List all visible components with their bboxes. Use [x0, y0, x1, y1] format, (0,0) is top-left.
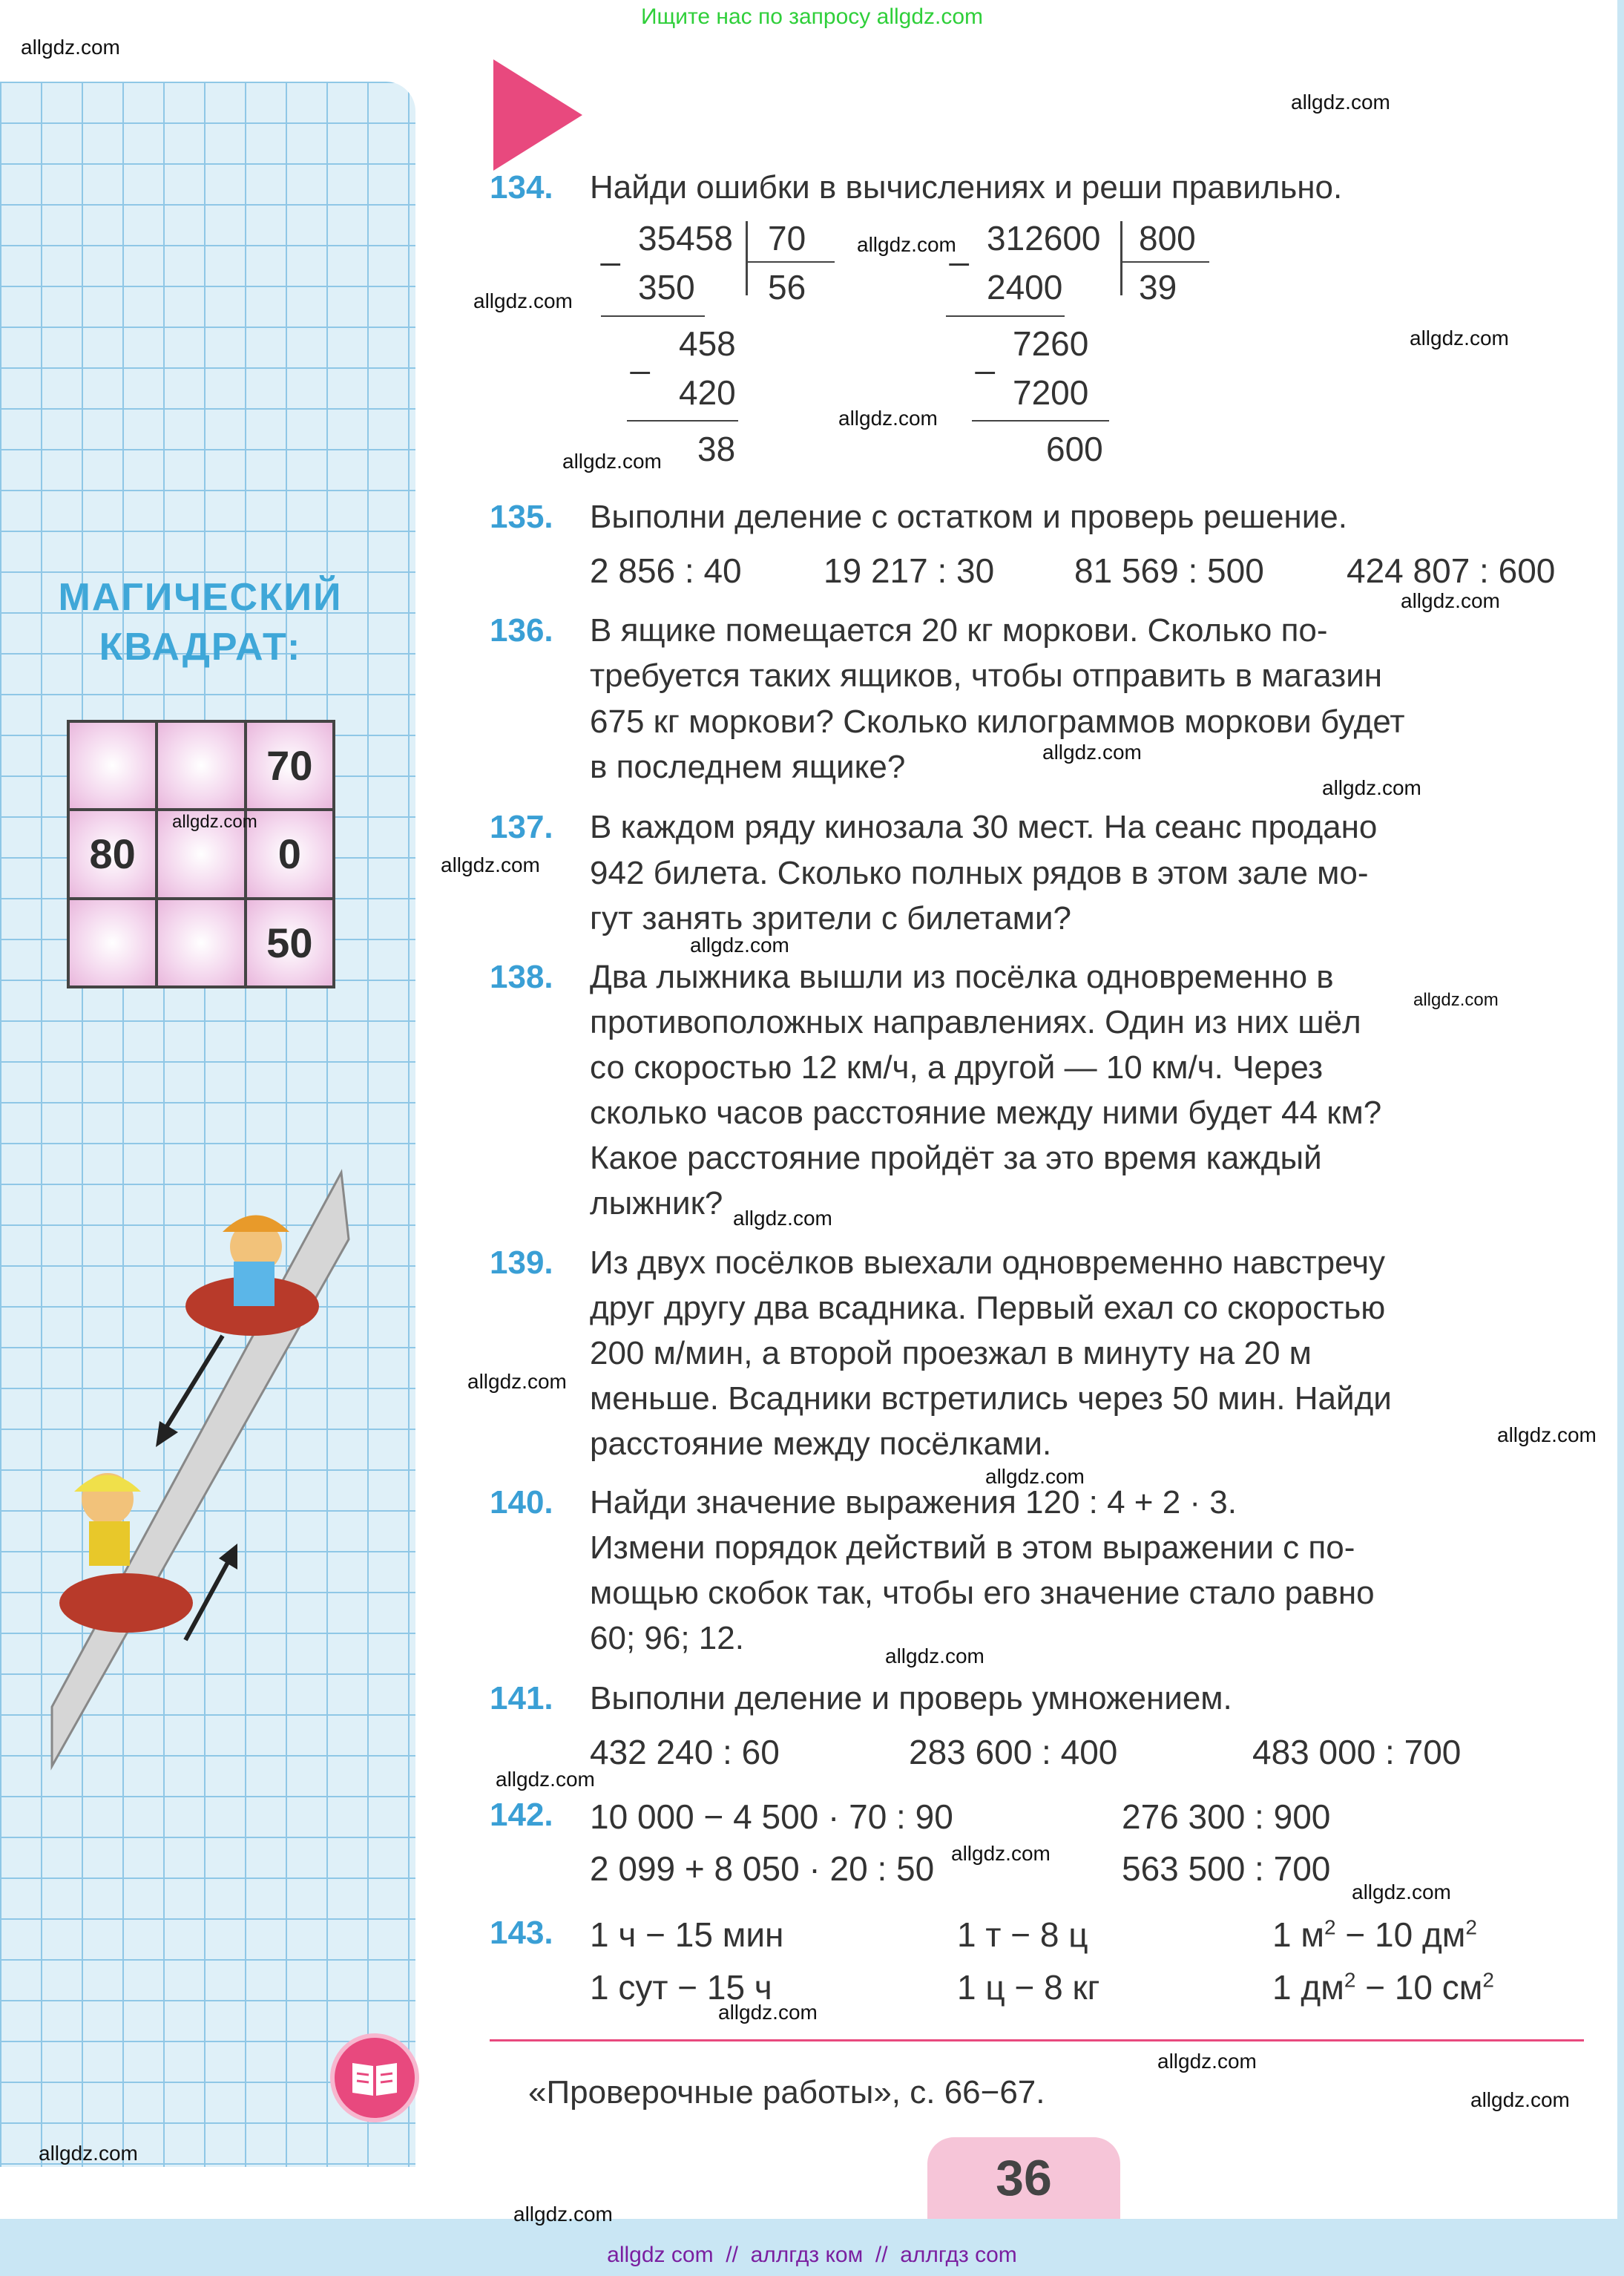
horse-riders-illustration [0, 0, 415, 1781]
text-line: лыжник? [590, 1185, 723, 1221]
calc1-dividend: 35458 [638, 219, 733, 258]
expr-part: − 10 дм [1335, 1915, 1466, 1954]
expr-exp: 2 [1465, 1915, 1477, 1939]
watermark: allgdz.com [1410, 327, 1509, 350]
task-number: 140. [490, 1484, 553, 1521]
expr: 2 099 + 8 050 · 20 : 50 [590, 1849, 935, 1888]
calc1-quotient: 56 [768, 268, 806, 306]
calc1-divider [746, 221, 748, 295]
watermark: allgdz.com [562, 450, 662, 473]
calc2-sub2: 7260 [1013, 324, 1089, 363]
text-line: требуется таких ящиков, чтобы отправить в магазин [590, 657, 1383, 694]
watermark: allgdz.com [1157, 2050, 1257, 2073]
calc2-line1 [946, 315, 1065, 317]
task-number: 141. [490, 1680, 553, 1716]
task-number: 139. [490, 1244, 553, 1281]
task-138 [490, 959, 553, 996]
calc1-line2 [627, 420, 738, 422]
text-line: мощью скобок так, чтобы его значение стало равно [590, 1575, 1375, 1611]
text-line: 942 билета. Сколько полных рядов в этом зале мо- [590, 855, 1369, 891]
expr: 563 500 : 700 [1122, 1849, 1331, 1888]
magic-cell: 50 [247, 900, 332, 985]
task-134 [490, 169, 553, 206]
calc1-sub2: 458 [679, 324, 736, 363]
expr: 1 т − 8 ц [957, 1915, 1088, 1954]
section-marker-triangle [493, 59, 582, 171]
watermark: allgdz.com [1352, 1880, 1451, 1903]
expr-part: 1 м [1272, 1915, 1324, 1954]
magic-square-title-1: МАГИЧЕСКИЙ [58, 576, 343, 619]
watermark: allgdz.com [951, 1842, 1051, 1865]
expr: 283 600 : 400 [909, 1733, 1118, 1771]
watermark: allgdz.com [885, 1644, 984, 1667]
calc1-quot-line [746, 261, 835, 263]
expr-part: 1 дм [1272, 1968, 1344, 2007]
open-book-icon [335, 2038, 415, 2118]
magic-cell: 0 [247, 811, 332, 896]
task-143 [490, 1915, 553, 1952]
task-134-text: Найди ошибки в вычислениях и реши правильно. [590, 169, 1343, 206]
watermark: allgdz.com [1322, 776, 1421, 799]
text-line: друг другу два всадника. Первый ехал со скоростью [590, 1290, 1386, 1326]
expr: 10 000 − 4 500 · 70 : 90 [590, 1797, 953, 1836]
text-line: Из двух посёлков выехали одновременно навстречу [590, 1244, 1386, 1281]
expr: 81 569 : 500 [1074, 551, 1264, 590]
calc1-line1 [601, 315, 705, 317]
expr: 424 807 : 600 [1347, 551, 1556, 590]
watermark: allgdz.com [985, 1465, 1085, 1488]
expr-exp: 2 [1482, 1968, 1494, 1992]
task-number: 138. [490, 959, 553, 995]
text-line: расстояние между посёлками. [590, 1426, 1052, 1462]
calc2-sub3: 7200 [1013, 373, 1089, 412]
watermark: allgdz.com [467, 1370, 567, 1393]
text-line: меньше. Всадники встретились через 50 мин. Найди [590, 1380, 1392, 1417]
calc1-divisor: 70 [768, 219, 806, 258]
calc2-quot-line [1120, 261, 1209, 263]
task-number: 134. [490, 169, 553, 206]
task-141-text: Выполни деление и проверь умножением. [590, 1680, 1232, 1716]
text-line: Два лыжника вышли из посёлка одновременно в [590, 959, 1334, 995]
text-line: Измени порядок действий в этом выражении с по- [590, 1529, 1355, 1566]
watermark: allgdz.com [1413, 990, 1499, 1010]
calc2-line2 [972, 420, 1109, 422]
expr: 276 300 : 900 [1122, 1797, 1331, 1836]
task-139 [490, 1244, 553, 1282]
watermark: allgdz.com [473, 289, 573, 312]
watermark: allgdz.com [838, 407, 938, 430]
expr-part: − 10 см [1355, 1968, 1483, 2007]
calc2-minus2: _ [976, 336, 995, 375]
calc1-minus: _ [601, 228, 620, 266]
watermark: allgdz.com [1042, 741, 1142, 764]
task-135 [490, 499, 553, 536]
calc1-sub3: 420 [679, 373, 736, 412]
magic-square-title-2: КВАДРАТ: [99, 626, 302, 669]
text-line: В ящике помещается 20 кг моркови. Сколько по- [590, 612, 1328, 649]
watermark: allgdz.com [21, 36, 120, 59]
watermark: allgdz.com [39, 2142, 138, 2165]
expr [1272, 1967, 1494, 2007]
task-141 [490, 1680, 553, 1717]
expr: 1 сут − 15 ч [590, 1968, 772, 2007]
calc2-minus: _ [950, 228, 969, 266]
watermark: allgdz.com [733, 1207, 832, 1230]
task-number: 137. [490, 809, 553, 845]
magic-cell: 80 [70, 811, 155, 896]
task-135-text: Выполни деление с остатком и проверь решение. [590, 499, 1348, 535]
expr-exp: 2 [1344, 1968, 1356, 1992]
task-137 [490, 809, 553, 846]
calc1-sub1: 350 [638, 268, 695, 306]
watermark: allgdz.com [1401, 589, 1500, 612]
calc2-quotient: 39 [1139, 268, 1177, 306]
watermark: allgdz.com [172, 812, 257, 832]
text-line: 60; 96; 12. [590, 1620, 744, 1656]
watermark: allgdz.com [513, 2203, 613, 2226]
text-line: Какое расстояние пройдёт за это время каждый [590, 1140, 1322, 1176]
text-line: 200 м/мин, а второй проезжал в минуту на 20 м [590, 1335, 1312, 1371]
task-140 [490, 1484, 553, 1521]
watermark: allgdz.com [1470, 2088, 1570, 2111]
text-line: противоположных направлениях. Один из них шёл [590, 1004, 1361, 1040]
text-line: со скоростью 12 км/ч, а другой — 10 км/ч. Через [590, 1049, 1324, 1086]
calc2-remainder: 600 [1046, 430, 1103, 468]
calc1-remainder: 38 [697, 430, 736, 468]
calc2-dividend: 312600 [987, 219, 1101, 258]
task-number: 135. [490, 499, 553, 535]
expr: 19 217 : 30 [823, 551, 995, 590]
expr: 432 240 : 60 [590, 1733, 780, 1771]
watermark: allgdz.com [441, 853, 540, 876]
text-line: в последнем ящике? [590, 749, 906, 785]
expr: 483 000 : 700 [1252, 1733, 1462, 1771]
watermark: allgdz.com [857, 233, 956, 256]
calc2-sub1: 2400 [987, 268, 1063, 306]
task-number: 136. [490, 612, 553, 649]
expr: 1 ч − 15 мин [590, 1915, 784, 1954]
bottom-banner[interactable]: allgdz com // аллгдз ком // аллгдз com [607, 2243, 1017, 2267]
footer-divider [490, 2039, 1584, 2041]
task-number: 143. [490, 1915, 553, 1951]
expr-exp: 2 [1324, 1915, 1336, 1939]
magic-cell: 70 [247, 723, 332, 808]
text-line: гут занять зрители с билетами? [590, 900, 1071, 937]
book-icon [330, 2033, 419, 2122]
watermark: allgdz.com [496, 1768, 595, 1791]
page-number: 36 [927, 2137, 1120, 2219]
expr: 1 ц − 8 кг [957, 1968, 1100, 2007]
watermark: allgdz.com [690, 934, 789, 957]
calc2-divisor: 800 [1139, 219, 1196, 258]
text-line: В каждом ряду кинозала 30 мест. На сеанс продано [590, 809, 1378, 845]
footer-reference: «Проверочные работы», с. 66−67. [528, 2074, 1045, 2111]
expr: 2 856 : 40 [590, 551, 742, 590]
page-edge [1617, 0, 1624, 2276]
watermark: allgdz.com [718, 2001, 818, 2024]
text-line: Найди значение выражения 120 : 4 + 2 · 3. [590, 1484, 1237, 1521]
expr [1272, 1915, 1477, 1955]
task-136 [490, 612, 553, 649]
calc1-minus2: _ [631, 336, 650, 375]
text-line: 675 кг моркови? Сколько килограммов моркови будет [590, 704, 1405, 740]
watermark: allgdz.com [1291, 91, 1390, 114]
road-shape [52, 1173, 349, 1766]
text-line: сколько часов расстояние между ними будет 44 км? [590, 1095, 1382, 1131]
watermark: allgdz.com [1497, 1423, 1597, 1446]
task-number: 142. [490, 1797, 553, 1833]
task-142 [490, 1797, 553, 1834]
calc2-divider [1120, 221, 1122, 295]
top-banner[interactable]: Ищите нас по запросу allgdz.com [640, 4, 984, 29]
